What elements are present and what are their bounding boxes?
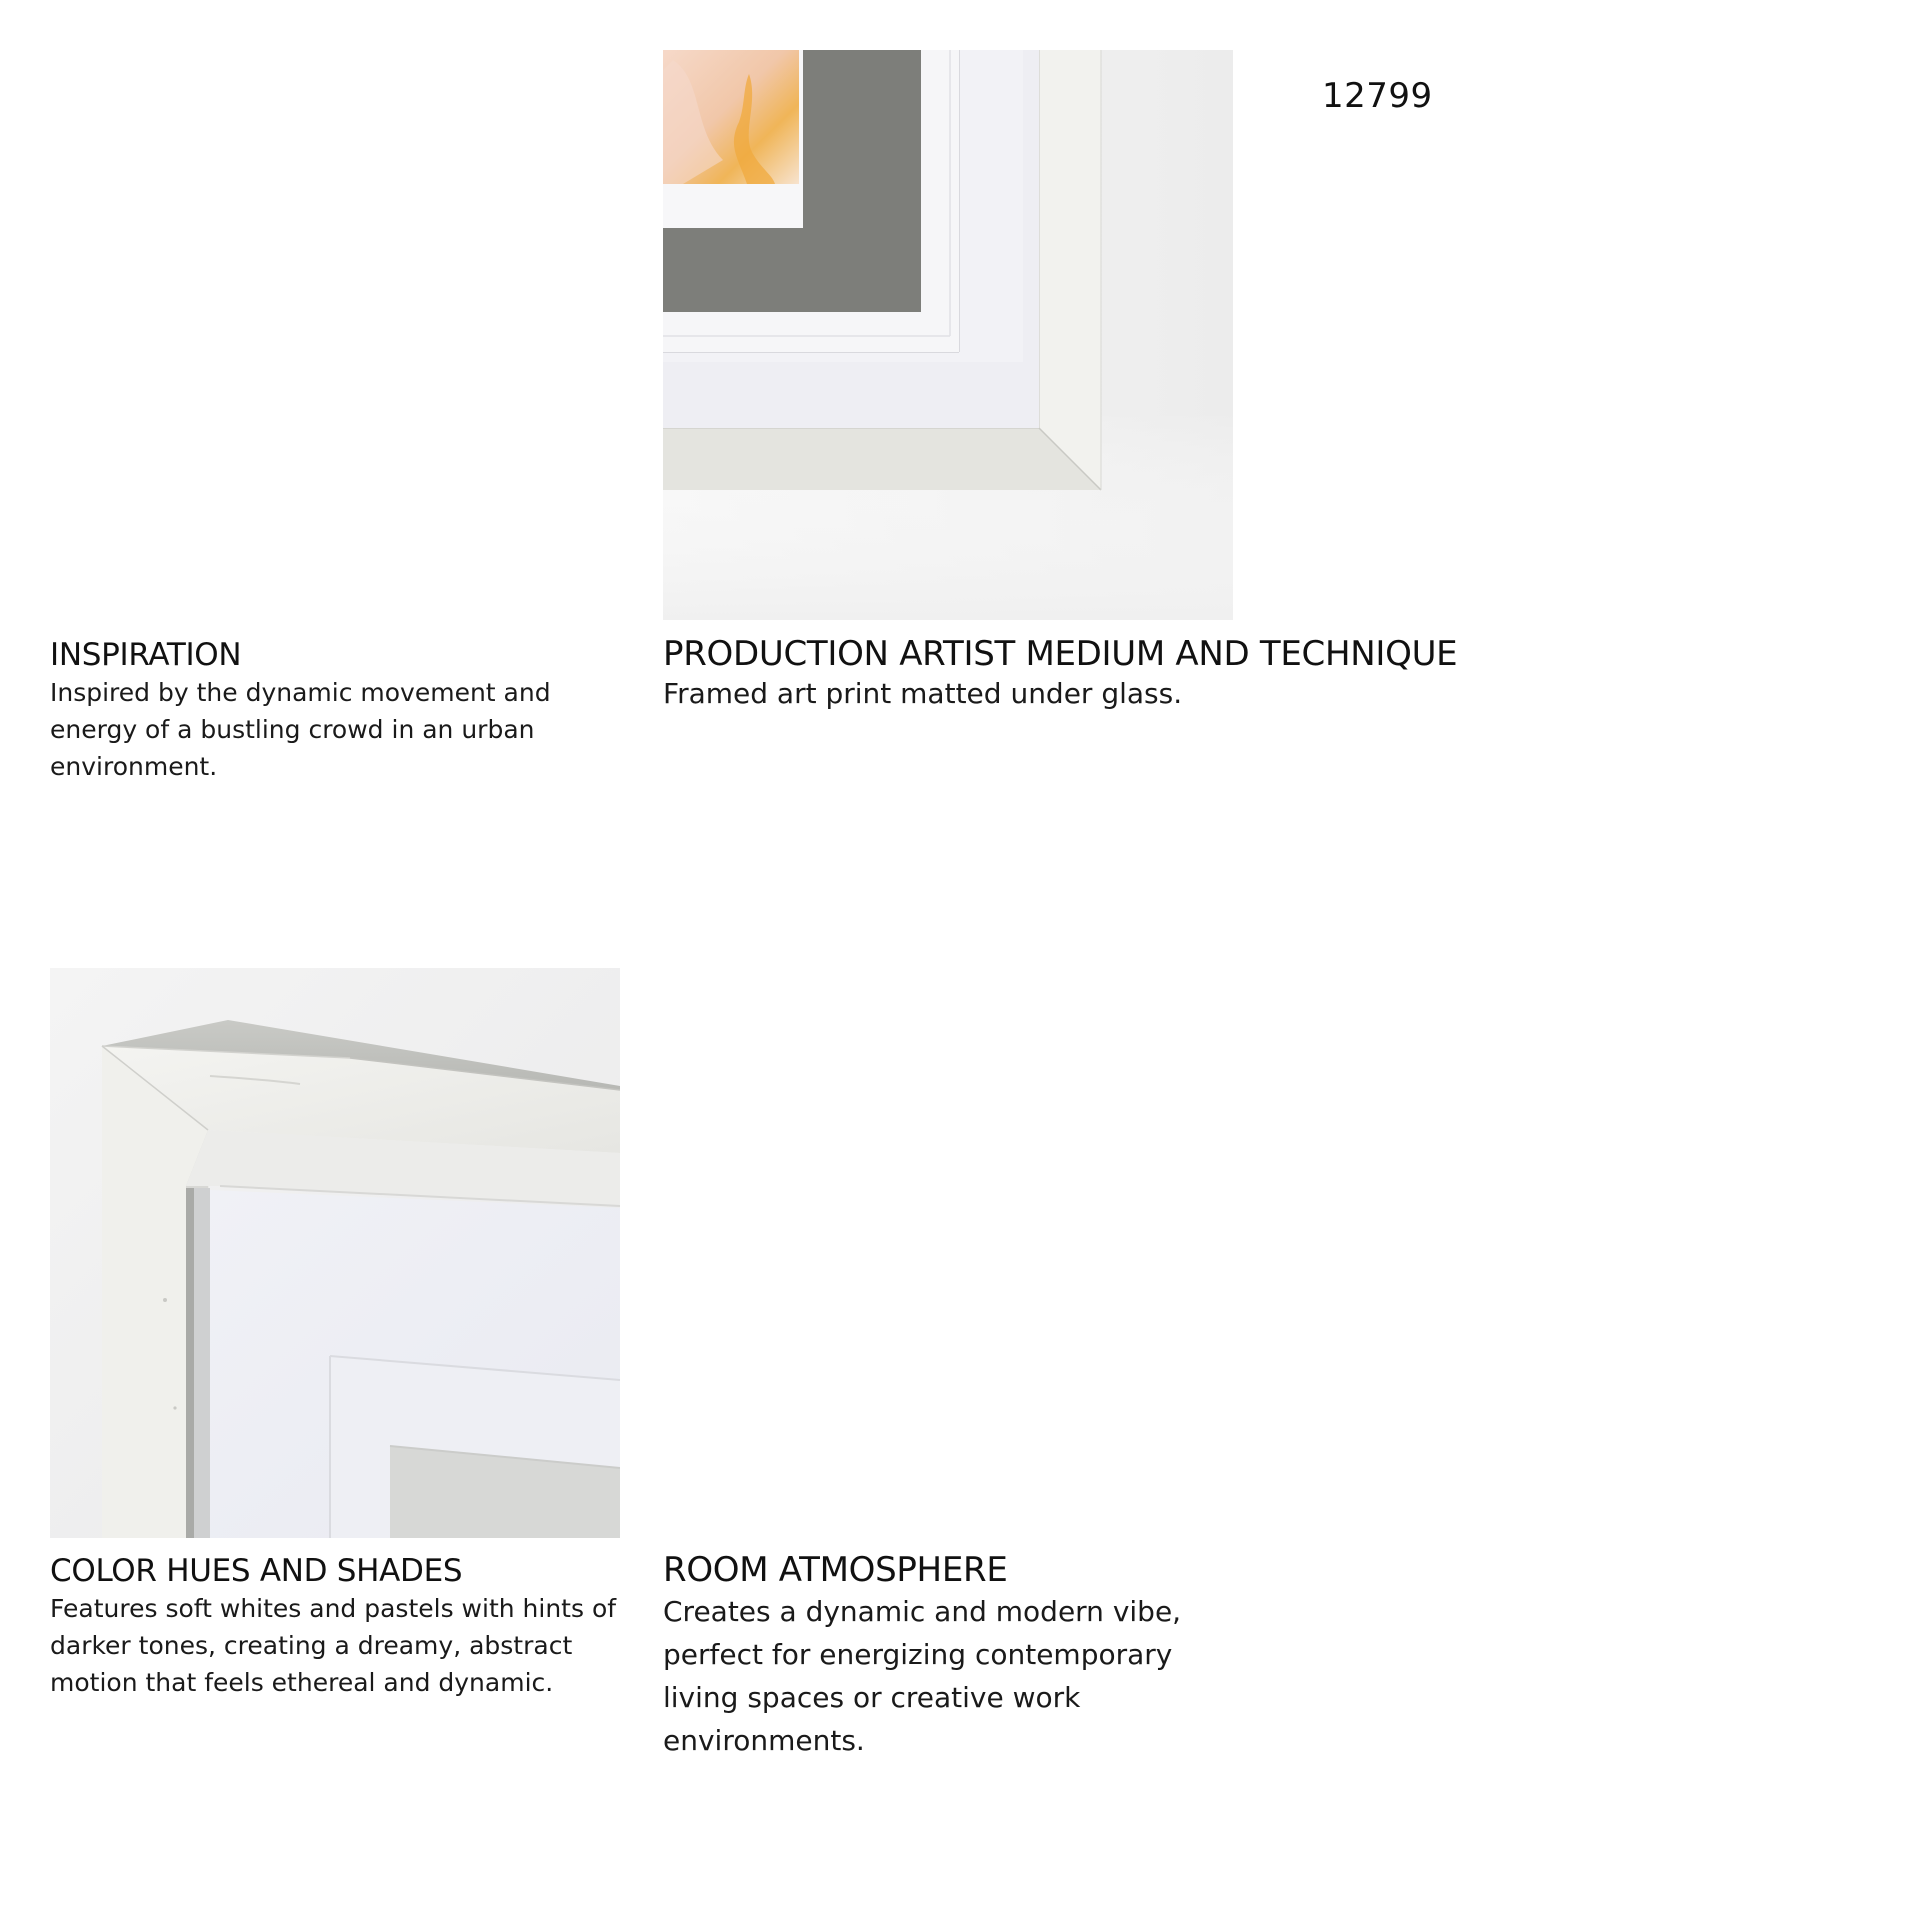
inspiration-text: Inspired by the dynamic movement and energy of a bustling crowd in an urban environment. <box>50 678 551 781</box>
inspiration-section <box>50 636 620 785</box>
frame-corner-photo-bottom <box>50 968 620 1538</box>
color-text: Features soft whites and pastels with hints of darker tones, creating a dreamy, abstract motion that feels ethereal and dynamic. <box>50 1594 617 1697</box>
color-section <box>50 1552 625 1701</box>
production-section <box>663 634 1663 714</box>
room-text: Creates a dynamic and modern vibe, perfect for energizing contemporary living spaces or creative work environments. <box>663 1595 1182 1757</box>
room-heading: ROOM ATMOSPHERE <box>663 1550 1008 1590</box>
room-section <box>663 1550 1223 1762</box>
frame-corner-photo-top <box>663 50 1233 620</box>
color-heading: COLOR HUES AND SHADES <box>50 1553 463 1589</box>
production-text: Framed art print matted under glass. <box>663 677 1183 710</box>
inspiration-heading: INSPIRATION <box>50 637 242 673</box>
production-heading: PRODUCTION ARTIST MEDIUM AND TECHNIQUE <box>663 634 1458 674</box>
product-code: 12799 <box>1322 76 1433 116</box>
